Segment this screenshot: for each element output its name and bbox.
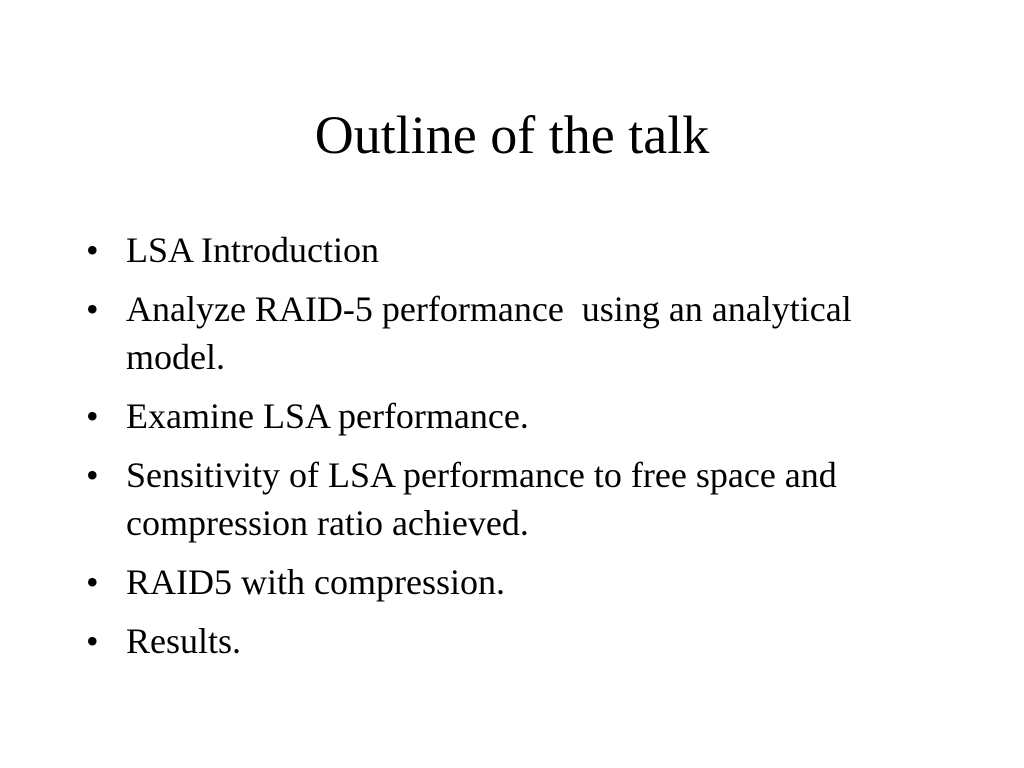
bullet-text: RAID5 with compression. [126, 562, 505, 602]
bullet-text: Analyze RAID-5 performance using an analytical model. [126, 289, 861, 377]
bullet-item [86, 285, 886, 381]
bullet-icon: • [86, 230, 99, 270]
bullet-text: Sensitivity of LSA performance to free space and compression ratio achieved. [126, 455, 837, 543]
bullet-icon: • [86, 621, 99, 661]
bullet-text: Results. [126, 621, 242, 661]
bullet-icon: • [86, 396, 99, 436]
bullet-list [86, 226, 886, 676]
bullet-icon: • [86, 455, 99, 495]
bullet-item [86, 392, 886, 440]
bullet-icon: • [86, 289, 99, 329]
slide-title: Outline of the talk [314, 105, 710, 165]
bullet-item [86, 451, 886, 547]
bullet-text: LSA Introduction [126, 230, 379, 270]
bullet-item [86, 226, 886, 274]
bullet-text: Examine LSA performance. [126, 396, 529, 436]
bullet-item [86, 617, 886, 665]
bullet-item [86, 558, 886, 606]
bullet-icon: • [86, 562, 99, 602]
